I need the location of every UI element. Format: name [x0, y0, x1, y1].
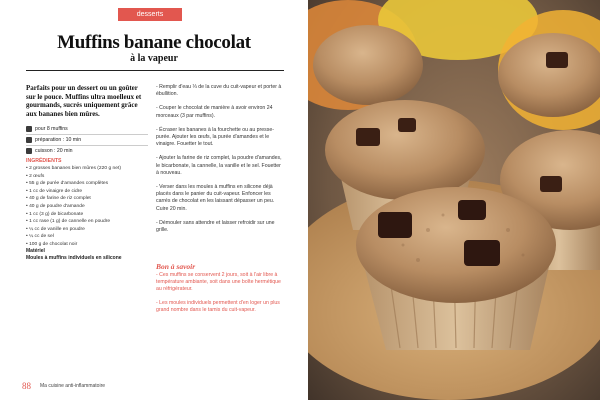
- recipe-title: Muffins banane chocolat: [57, 32, 251, 53]
- ingredient-item: • 1 cc de vinaigre de cidre: [26, 188, 83, 194]
- ingredient-item: • 40 g de farine de riz complet: [26, 196, 91, 202]
- tip-item: - Ces muffins se conservent 2 jours, soit à l'air libre à température ambiante, soit dans une boîte hermétique au réfrigérateur.: [156, 272, 281, 293]
- right-page: [308, 0, 600, 400]
- tips-list: [156, 272, 284, 320]
- recipe-subtitle: à la vapeur: [130, 53, 178, 64]
- ingredient-item: • 1 cc (3 g) de bicarbonate: [26, 211, 84, 217]
- footer-book-title: Ma cuisine anti-inflammatoire: [40, 383, 106, 389]
- ingredient-item: • 2 œufs: [26, 173, 45, 179]
- step-item: - Verser dans les moules à muffins en silicone déjà placés dans le panier du cuit-vapeur. Enfoncer les carrés de chocolat en les laissant dépasser un peu. Cuire 20 min.: [156, 184, 275, 212]
- muffin-photo: [308, 0, 600, 400]
- ingredient-item: • 100 g de chocolat noir: [26, 241, 78, 247]
- material-title: Matériel: [26, 248, 45, 254]
- steps-list: [156, 84, 284, 241]
- prep-time-text: préparation : 10 min: [35, 137, 82, 143]
- step-item: - Remplir d'eau ⅓ de la cuve du cuit-vapeur et porter à ébullition.: [156, 84, 282, 98]
- step-item: - Démouler sans attendre et laisser refroidir sur une grille.: [156, 219, 275, 234]
- meta-servings: [26, 124, 148, 134]
- ingredient-item: • 1 cc rase (1 g) de cannelle en poudre: [26, 219, 111, 225]
- cook-time-icon: [26, 148, 32, 154]
- recipe-intro: Parfaits pour un dessert ou un goûter sur le pouce. Muffins ultra moelleux et gourmands, sucrés uniquement grâce aux bananes bien mûres.: [26, 84, 142, 118]
- step-item: - Écraser les bananes à la fourchette ou au presse-purée. Ajouter les œufs, la purée d'amandes et le vinaigre. Fouetter le tout.: [156, 126, 274, 148]
- page-number: 88: [22, 381, 31, 391]
- ingredients-list: [26, 165, 148, 249]
- material-text: Moules à muffins individuels en silicone: [26, 255, 122, 261]
- meta-prep-time: [26, 135, 148, 145]
- recipe-meta: [26, 124, 148, 156]
- meta-cook-time: [26, 146, 148, 156]
- ingredient-item: • 40 g de poudre d'amande: [26, 203, 85, 209]
- category-tab: desserts: [118, 8, 182, 21]
- ingredient-item: • ¼ cc de vanille en poudre: [26, 226, 85, 232]
- prep-time-icon: [26, 137, 32, 143]
- ingredients-title: INGRÉDIENTS: [26, 158, 62, 164]
- servings-icon: [26, 126, 32, 132]
- tips-title: Bon à savoir: [156, 262, 196, 271]
- step-item: - Ajouter la farine de riz complet, la poudre d'amandes, le bicarbonate, la cannelle, la vanille et le sel. Fouetter à nouveau.: [156, 155, 282, 176]
- ingredient-item: • 55 g de purée d'amandes complètes: [26, 181, 109, 187]
- title-divider: [26, 70, 284, 71]
- cook-time-text: cuisson : 20 min: [35, 148, 73, 154]
- step-item: - Couper le chocolat de manière à avoir environ 24 morceaux (3 par muffins).: [156, 105, 273, 119]
- ingredient-item: • ¼ cc de sel: [26, 234, 54, 240]
- servings-text: pour 8 muffins: [35, 126, 68, 132]
- tip-item: - Les moules individuels permettent d'en loger un plus grand nombre dans le tamis du cuit-vapeur.: [156, 299, 280, 313]
- ingredient-item: • 2 grosses bananes bien mûres (220 g net): [26, 166, 121, 171]
